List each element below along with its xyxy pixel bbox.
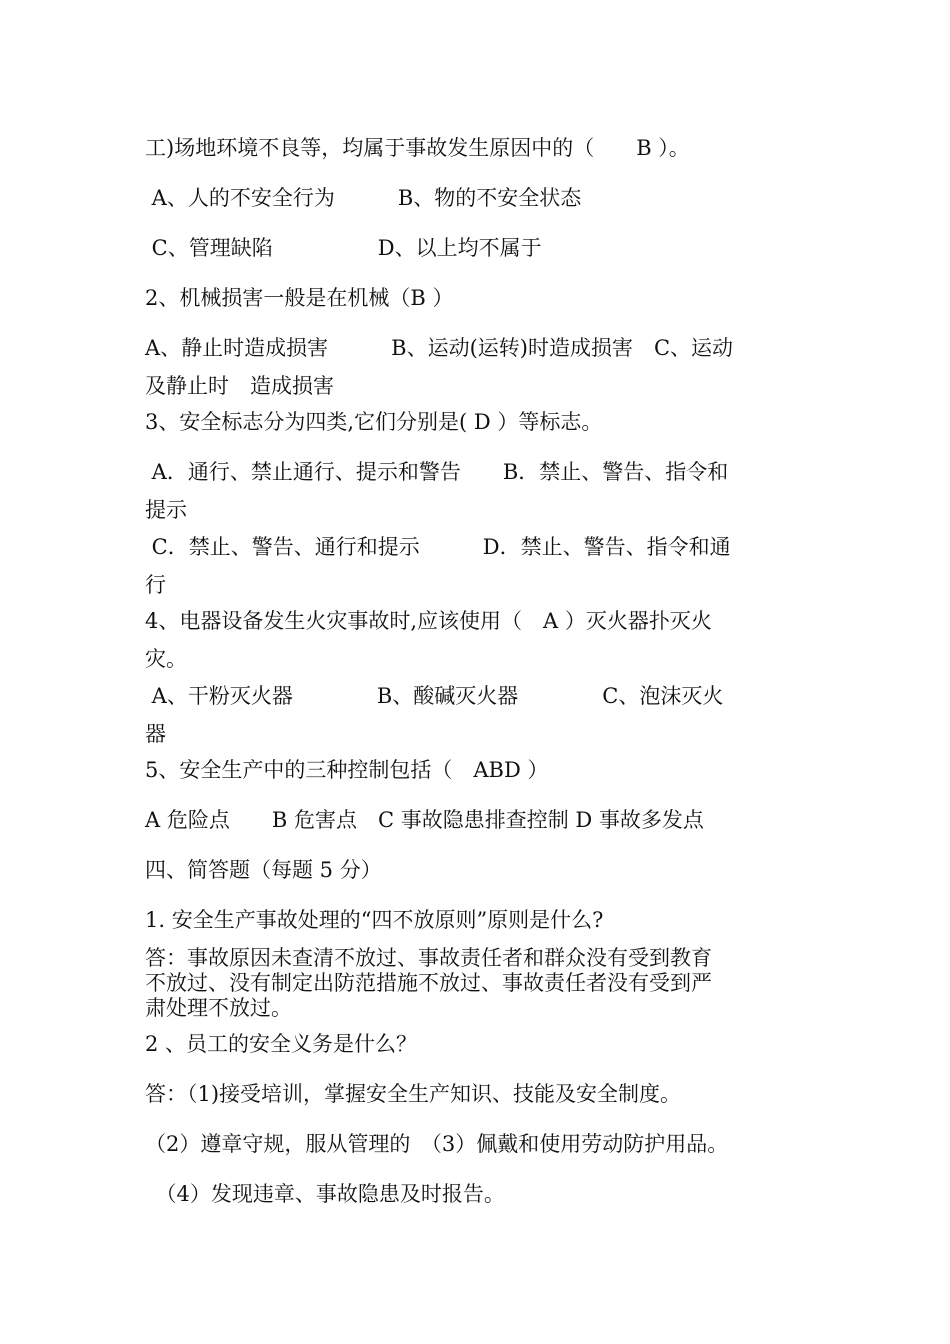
short-answer-2-answer-line-2: （2）遵章守规，服从管理的 （3）佩戴和使用劳动防护用品。 [145,1132,729,1156]
question-3-options-cd-continued: 行 [145,573,166,597]
question-1-options-ab: A、人的不安全行为 B、物的不安全状态 [145,186,582,210]
question-1-options-cd: C、管理缺陷 D、以上均不属于 [145,236,542,260]
short-answer-1-answer-line-3: 肃处理不放过。 [145,996,292,1020]
question-5-stem: 5、安全生产中的三种控制包括（ ABD ） [145,758,549,782]
question-5-options: A 危险点 B 危害点 C 事故隐患排查控制 D 事故多发点 [145,808,704,832]
short-answer-2-question: 2 、员工的安全义务是什么？ [145,1032,418,1056]
question-3-options-ab-continued: 提示 [145,498,187,522]
question-2-options-continued: 及静止时 造成损害 [145,374,334,398]
short-answer-2-answer-line-1: 答：（1)接受培训，掌握安全生产知识、技能及安全制度。 [145,1082,682,1106]
question-4-stem-continued: 灾。 [145,647,187,671]
question-2-stem: 2、机械损害一般是在机械（B ） [145,286,454,310]
question-3-stem: 3、安全标志分为四类,它们分别是( D ）等标志。 [145,410,603,434]
question-4-stem: 4、电器设备发生火灾事故时,应该使用（ A ）灭火器扑灭火 [145,609,712,633]
question-3-options-cd: C．禁止、警告、通行和提示 D．禁止、警告、指令和通 [145,535,731,559]
short-answer-2-answer-line-3: （4）发现违章、事故隐患及时报告。 [145,1182,505,1206]
question-1-stem-continued: 工)场地环境不良等，均属于事故发生原因中的（ B ）。 [145,136,690,160]
question-4-options-continued: 器 [145,722,166,746]
section-heading: 四、简答题（每题 5 分） [145,858,382,882]
short-answer-1-answer-line-2: 不放过、没有制定出防范措施不放过、事故责任者没有受到严 [145,971,712,995]
question-4-options: A、干粉灭火器 B、酸碱灭火器 C、泡沫灭火 [145,684,724,708]
question-2-options: A、静止时造成损害 B、运动(运转)时造成损害 C、运动 [145,336,734,360]
short-answer-1-question: 1. 安全生产事故处理的“四不放原则”原则是什么? [145,908,604,932]
question-3-options-ab: A．通行、禁止通行、提示和警告 B．禁止、警告、指令和 [145,460,729,484]
short-answer-1-answer-line-1: 答：事故原因未查清不放过、事故责任者和群众没有受到教育 [145,946,712,970]
